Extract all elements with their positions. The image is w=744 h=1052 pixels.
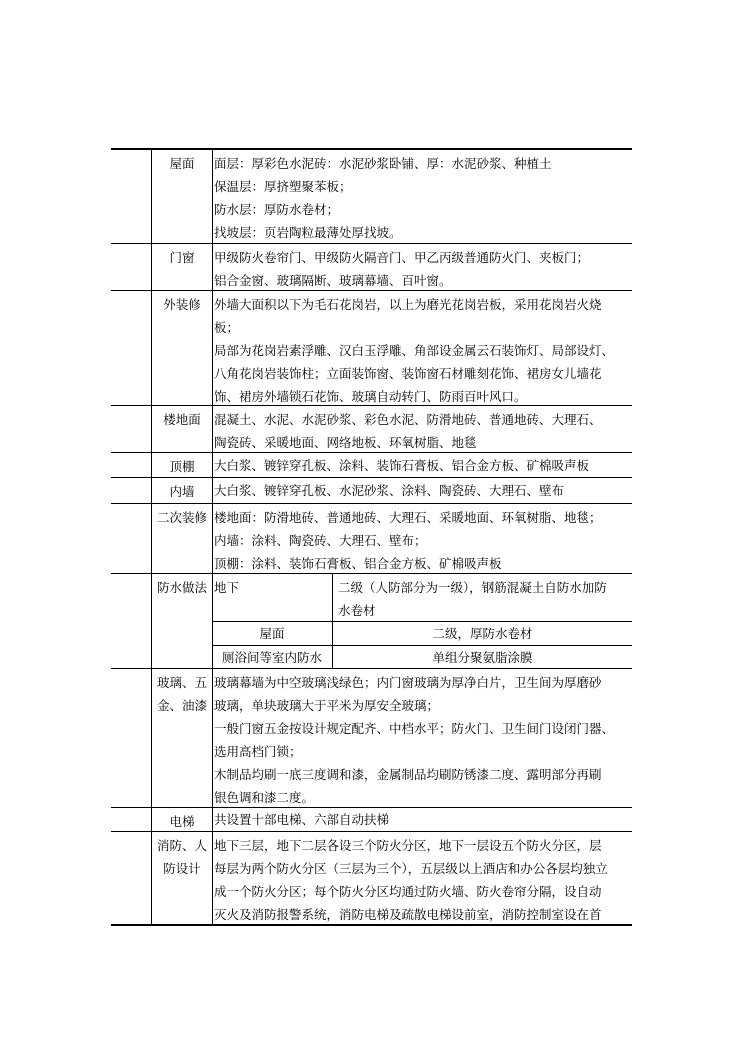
row-content xyxy=(212,152,632,244)
table-row xyxy=(111,668,632,808)
table-row xyxy=(111,477,632,504)
row-category: 内墙 xyxy=(151,478,213,504)
row-content xyxy=(212,834,632,926)
content-line: 水卷材 xyxy=(338,603,376,618)
table-row xyxy=(111,503,632,574)
table-row xyxy=(111,290,632,406)
content-line: 每层为两个防火分区（三层为三个），五层级以上酒店和办公各层均独立 xyxy=(214,861,608,876)
sub-right-cell: 单组分聚氨脂涂膜 xyxy=(432,650,533,665)
row-category xyxy=(151,669,213,808)
content-line: 一般门窗五金按设计规定配齐、中档水平；防火门、卫生间门设闭门器、 xyxy=(214,721,615,736)
row-category: 屋面 xyxy=(151,150,213,245)
row-content xyxy=(212,808,632,831)
row-content xyxy=(212,293,632,408)
row-category: 门窗 xyxy=(151,244,213,291)
content-line: 玻璃，单块玻璃大于平米为厚安全玻璃； xyxy=(214,698,440,713)
waterproof-subtable xyxy=(212,574,632,669)
row-content xyxy=(212,454,632,477)
content-line: 防水层：厚防水卷材； xyxy=(214,202,340,217)
sub-right-cell: 二级，厚防水卷材 xyxy=(432,626,533,641)
content-line: 找坡层：页岩陶粒最薄处厚找坡。 xyxy=(214,225,402,240)
category-line: 消防、人 xyxy=(156,838,207,853)
content-line: 内墙：涂料、陶瓷砖、大理石、壁布； xyxy=(214,533,427,548)
category-line: 金、油漆 xyxy=(156,698,207,713)
content-line: 铝合金窗、玻璃隔断、玻璃幕墙、百叶窗。 xyxy=(214,273,452,288)
table-row xyxy=(111,807,632,832)
row-category: 外装修 xyxy=(151,291,213,406)
content-line: 顶棚：涂料、装饰石膏板、铝合金方板、矿棉吸声板 xyxy=(214,556,502,571)
table-row xyxy=(111,831,632,926)
content-line: 大白浆、镀锌穿孔板、水泥砂浆、涂料、陶瓷砖、大理石、壁布 xyxy=(214,483,565,498)
content-line: 灭火及消防报警系统，消防电梯及疏散电梯设前室，消防控制室设在首 xyxy=(214,907,602,922)
row-content xyxy=(212,479,632,502)
table-row xyxy=(111,243,632,291)
table-row xyxy=(111,405,632,453)
sub-left-cell: 厕浴间等室内防水 xyxy=(221,650,322,665)
sub-left-cell: 地下 xyxy=(214,580,240,595)
content-line: 地下三层，地下二层各设三个防火分区，地下一层设五个防火分区，层 xyxy=(214,838,602,853)
row-content xyxy=(212,506,632,575)
content-line: 外墙大面积以下为毛石花岗岩，以上为磨光花岗岩板，采用花岗岩火烧 xyxy=(214,297,602,312)
content-line: 银色调和漆二度。 xyxy=(214,790,315,805)
table-row xyxy=(111,148,632,245)
content-line: 板； xyxy=(214,320,240,335)
content-line: 大白浆、镀锌穿孔板、涂料、装饰石膏板、铝合金方板、矿棉吸声板 xyxy=(214,458,590,473)
content-line: 混凝土、水泥、水泥砂浆、彩色水泥、防滑地砖、普通地砖、大理石、 xyxy=(214,412,602,427)
content-line: 甲级防火卷帘门、甲级防火隔音门、甲乙丙级普通防火门、夹板门； xyxy=(214,250,590,265)
row-content xyxy=(212,246,632,292)
row-category: 楼地面 xyxy=(151,406,213,453)
content-line: 成一个防火分区；每个防火分区均通过防火墙、防火卷帘分隔，设自动 xyxy=(214,884,602,899)
content-line: 选用高档门锁； xyxy=(214,744,302,759)
content-line: 饰、裙房外墙锁石花饰、玻璃自动转门、防雨百叶风口。 xyxy=(214,389,527,404)
table-row-waterproof xyxy=(111,573,632,669)
row-category xyxy=(151,832,213,924)
category-line: 玻璃、五 xyxy=(156,675,207,690)
content-line: 面层：厚彩色水泥砖：水泥砂浆卧铺、厚：水泥砂浆、种植土 xyxy=(214,156,552,171)
content-line: 楼地面：防滑地砖、普通地砖、大理石、采暖地面、环氧树脂、地毯； xyxy=(214,510,602,525)
content-line: 八角花岗岩装饰柱；立面装饰窗、装饰窗石材雕刻花饰、裙房女儿墙花 xyxy=(214,366,602,381)
row-content xyxy=(212,408,632,454)
content-line: 共设置十部电梯、六部自动扶梯 xyxy=(214,812,390,827)
content-line: 陶瓷砖、采暖地面、网络地板、环氧树脂、地毯 xyxy=(214,435,477,450)
row-category: 防水做法 xyxy=(151,574,213,669)
content-line: 局部为花岗岩素浮雕、汉白玉浮雕、角部设金属云石装饰灯、局部设灯、 xyxy=(214,343,615,358)
content-line: 玻璃幕墙为中空玻璃浅绿色；内门窗玻璃为厚净白片，卫生间为厚磨砂 xyxy=(214,675,602,690)
content-line: 二级（人防部分为一级），钢筋混凝土自防水加防 xyxy=(338,580,607,595)
row-category: 顶棚 xyxy=(151,453,213,478)
sub-right-cell xyxy=(338,576,607,622)
category-line: 防设计 xyxy=(163,861,201,876)
row-category: 二次装修 xyxy=(151,504,213,574)
content-line: 木制品均刷一底三度调和漆，金属制品均刷防锈漆二度、露明部分再刷 xyxy=(214,767,602,782)
row-category: 电梯 xyxy=(151,808,213,832)
content-line: 保温层：厚挤塑聚苯板； xyxy=(214,179,352,194)
sub-left-cell: 屋面 xyxy=(259,626,285,641)
row-content xyxy=(212,671,632,809)
table-row xyxy=(111,452,632,478)
